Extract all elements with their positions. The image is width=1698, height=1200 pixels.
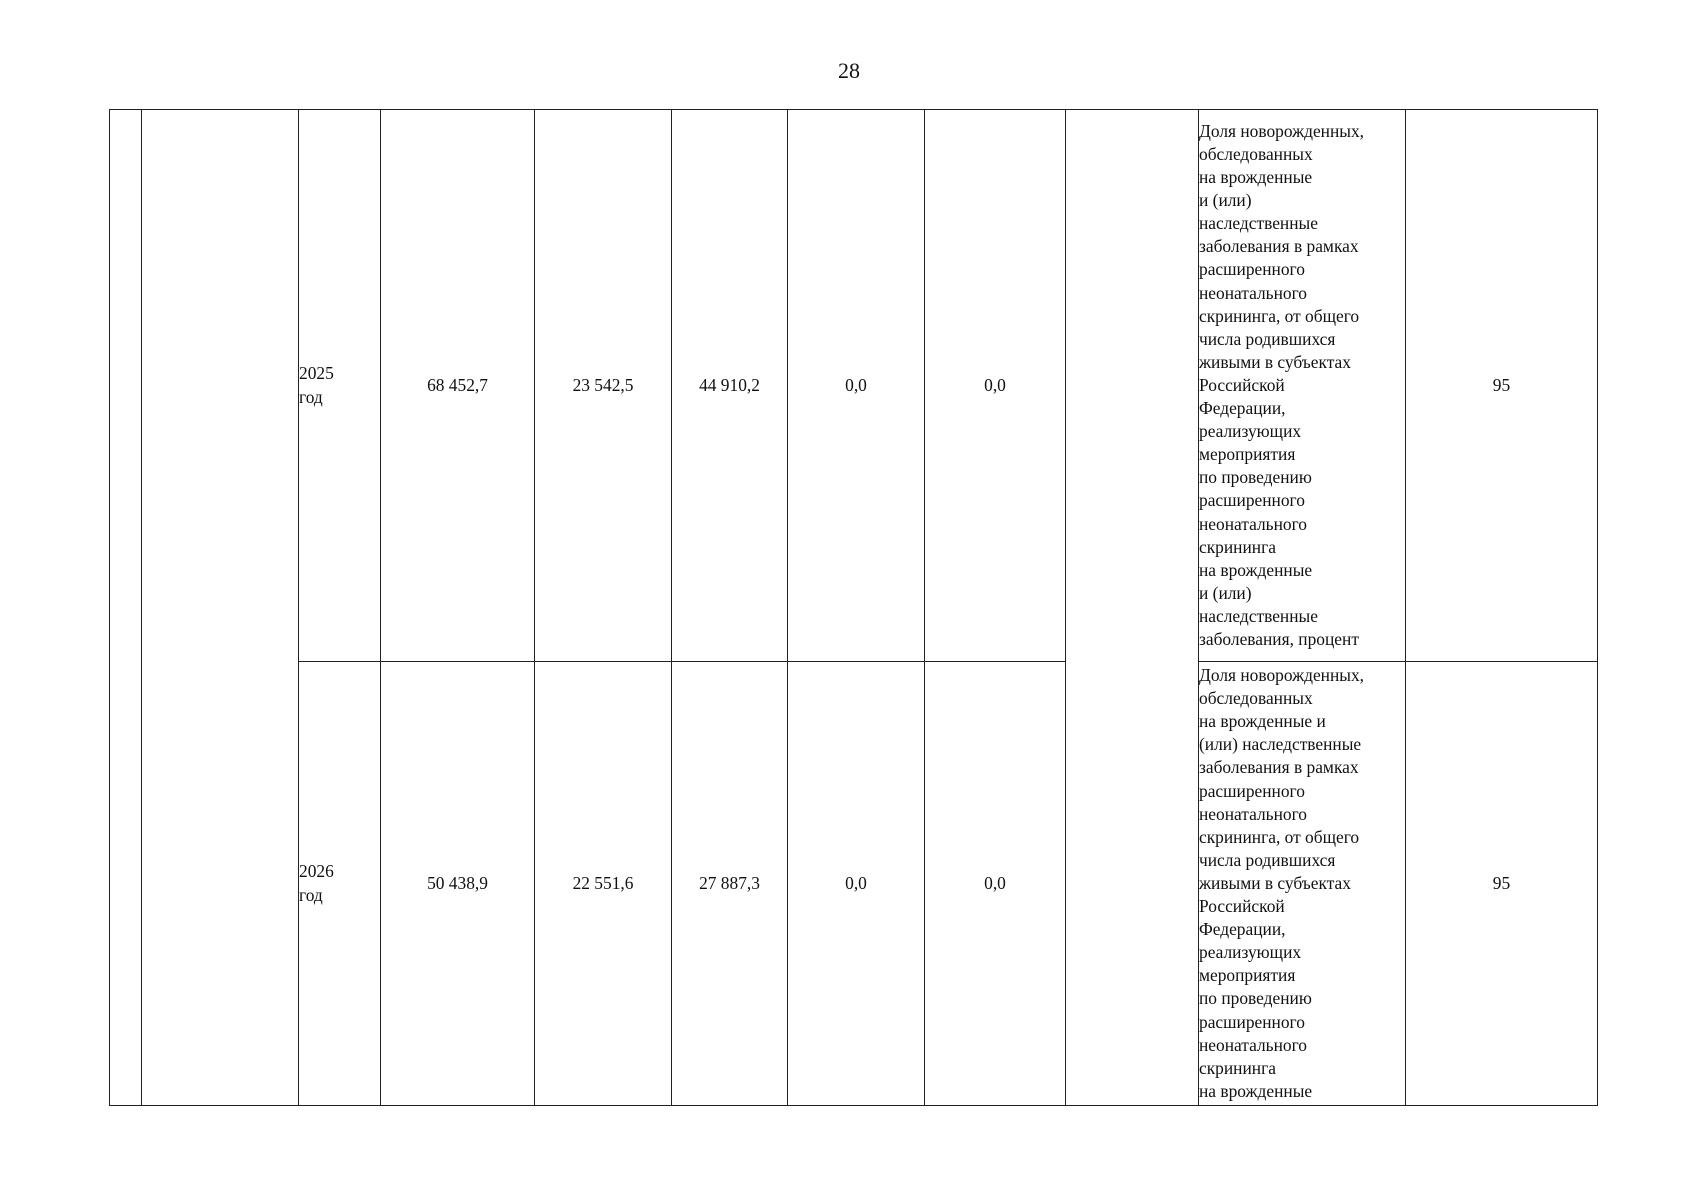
total-amount-cell: 50 438,9 bbox=[381, 662, 535, 1106]
indicator-line: расширенного bbox=[1199, 490, 1305, 511]
indicator-line: на врожденные и bbox=[1199, 711, 1326, 732]
indicator-line: числа родившихся bbox=[1199, 328, 1336, 349]
year-unit: год bbox=[299, 386, 323, 407]
year-value: 2025 bbox=[299, 363, 334, 384]
indicator-line: Российской bbox=[1199, 896, 1285, 917]
indicator-line: Российской bbox=[1199, 374, 1285, 395]
indicator-line: реализующих bbox=[1199, 942, 1302, 963]
year-cell bbox=[299, 662, 381, 1106]
indicator-line: и (или) bbox=[1199, 190, 1252, 211]
continuation-cell-number bbox=[110, 110, 142, 1106]
indicator-line: Федерации, bbox=[1199, 919, 1286, 940]
continuation-cell-executor bbox=[1066, 110, 1199, 1106]
indicator-line: (или) наследственные bbox=[1199, 734, 1362, 755]
indicator-line: обследованных bbox=[1199, 688, 1313, 709]
indicator-line: Федерации, bbox=[1199, 398, 1286, 419]
other-amount-cell: 0,0 bbox=[788, 662, 925, 1106]
indicator-cell bbox=[1199, 110, 1406, 662]
indicator-line: реализующих bbox=[1199, 421, 1302, 442]
target-value-cell: 95 bbox=[1406, 662, 1598, 1106]
indicator-line: неонатального bbox=[1199, 282, 1307, 303]
program-funding-table bbox=[109, 109, 1598, 1106]
indicator-line: на врожденные bbox=[1199, 559, 1313, 580]
indicator-line: скрининга, от общего bbox=[1199, 826, 1360, 847]
year-cell bbox=[299, 110, 381, 662]
indicator-line: неонатального bbox=[1199, 1034, 1307, 1055]
indicator-line: скрининга bbox=[1199, 1057, 1276, 1078]
indicator-line: на врожденные bbox=[1199, 1080, 1313, 1101]
indicator-line: наследственные bbox=[1199, 605, 1318, 626]
indicator-line: на врожденные bbox=[1199, 167, 1313, 188]
indicator-line: неонатального bbox=[1199, 513, 1307, 534]
continuation-cell-name bbox=[142, 110, 299, 1106]
federal-amount-cell: 22 551,6 bbox=[535, 662, 672, 1106]
page-number: 28 bbox=[838, 58, 860, 83]
regional-amount-cell: 27 887,3 bbox=[672, 662, 788, 1106]
indicator-line: скрининга, от общего bbox=[1199, 305, 1360, 326]
indicator-line: расширенного bbox=[1199, 259, 1305, 280]
indicator-cell bbox=[1199, 662, 1406, 1106]
indicator-line: живыми в субъектах bbox=[1199, 351, 1351, 372]
extrabudgetary-amount-cell: 0,0 bbox=[925, 110, 1066, 662]
indicator-line: обследованных bbox=[1199, 144, 1313, 165]
indicator-line: наследственные bbox=[1199, 213, 1318, 234]
indicator-line: и (или) bbox=[1199, 582, 1252, 603]
indicator-line: по проведению bbox=[1199, 467, 1312, 488]
indicator-line: неонатального bbox=[1199, 803, 1307, 824]
year-unit: год bbox=[299, 884, 323, 905]
indicator-line: живыми в субъектах bbox=[1199, 872, 1351, 893]
indicator-line: мероприятия bbox=[1199, 965, 1296, 986]
indicator-line: скрининга bbox=[1199, 536, 1276, 557]
total-amount-cell: 68 452,7 bbox=[381, 110, 535, 662]
other-amount-cell: 0,0 bbox=[788, 110, 925, 662]
indicator-line: числа родившихся bbox=[1199, 849, 1336, 870]
indicator-line: Доля новорожденных, bbox=[1199, 665, 1365, 686]
indicator-line: мероприятия bbox=[1199, 444, 1296, 465]
extrabudgetary-amount-cell: 0,0 bbox=[925, 662, 1066, 1106]
regional-amount-cell: 44 910,2 bbox=[672, 110, 788, 662]
target-value-cell: 95 bbox=[1406, 110, 1598, 662]
indicator-line: заболевания в рамках bbox=[1199, 757, 1359, 778]
year-value: 2026 bbox=[299, 861, 334, 882]
table-row bbox=[110, 110, 1598, 662]
indicator-line: по проведению bbox=[1199, 988, 1312, 1009]
indicator-line: заболевания, процент bbox=[1199, 628, 1359, 649]
indicator-line: расширенного bbox=[1199, 780, 1305, 801]
federal-amount-cell: 23 542,5 bbox=[535, 110, 672, 662]
indicator-line: расширенного bbox=[1199, 1011, 1305, 1032]
table-row bbox=[110, 662, 1598, 1106]
indicator-line: заболевания в рамках bbox=[1199, 236, 1359, 257]
indicator-line: Доля новорожденных, bbox=[1199, 120, 1365, 141]
